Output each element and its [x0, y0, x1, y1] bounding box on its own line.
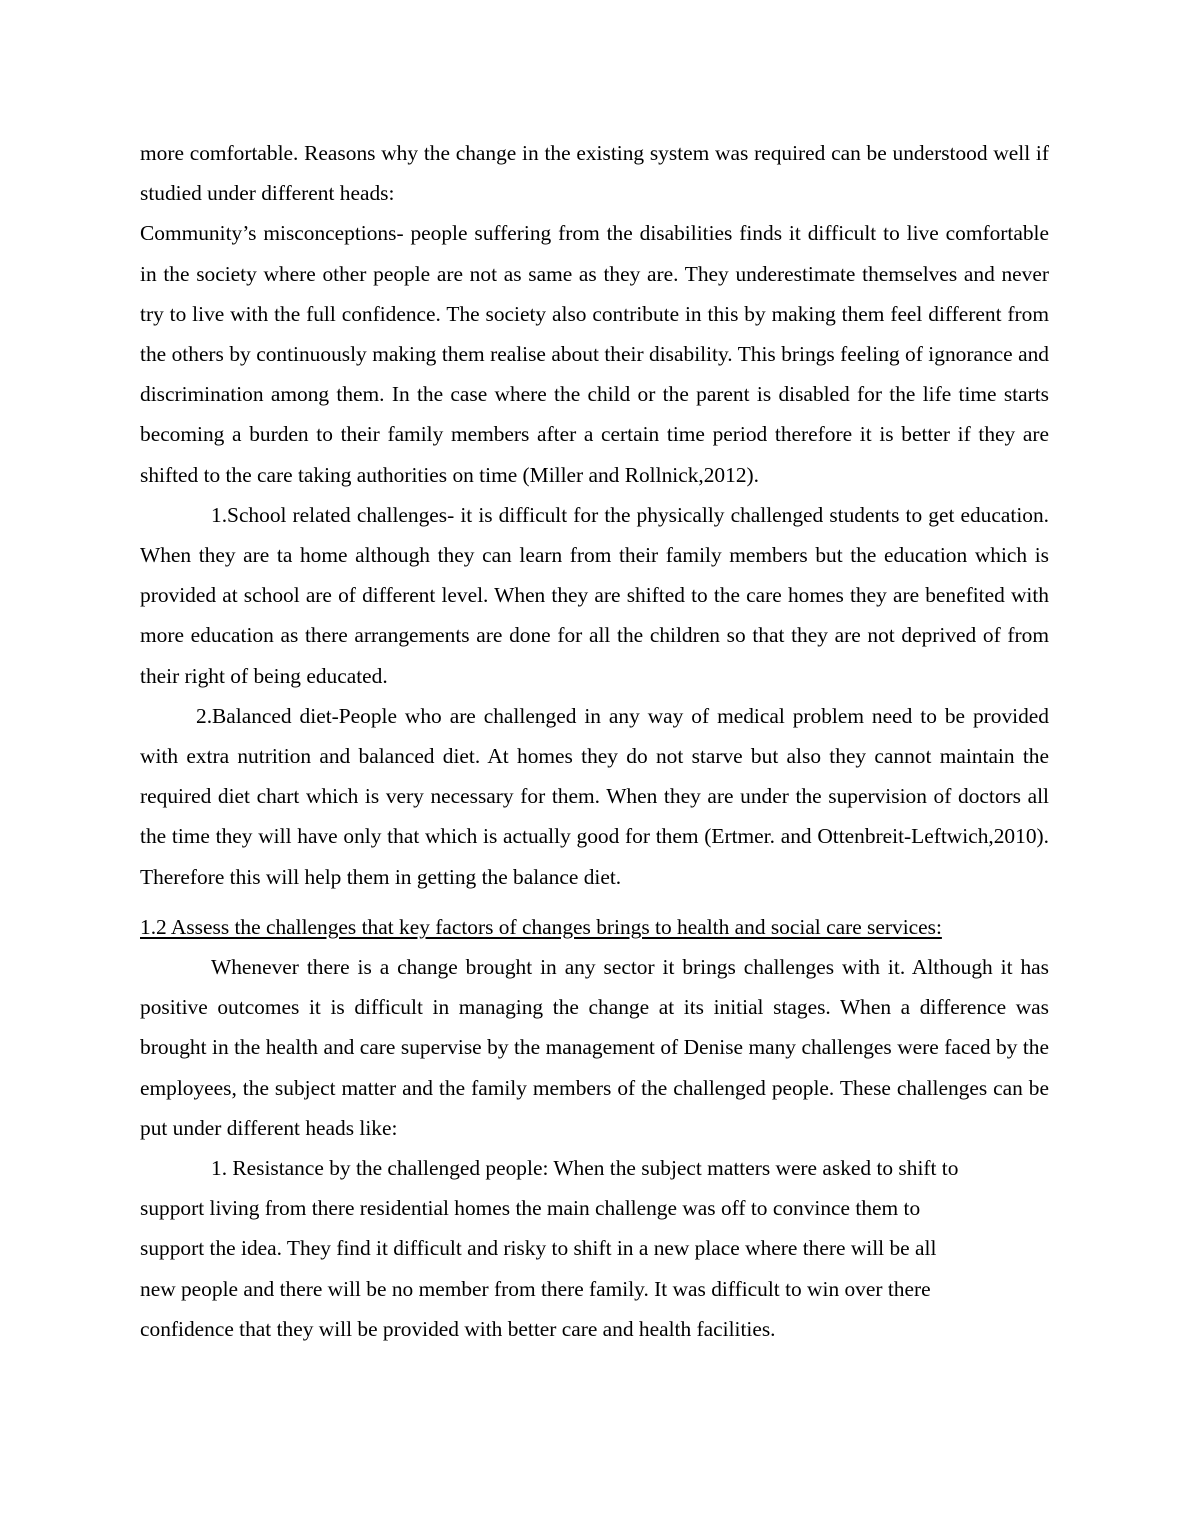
- section-heading: 1.2 Assess the challenges that key factors of changes brings to health and social care services:: [140, 914, 942, 939]
- paragraph-change-challenges: Whenever there is a change brought in any sector it brings challenges with it. Although it has positive outcomes it is difficult in managing the change at its initial stages. When a difference was brought in the health and care supervise by the management of Denise many challenges were faced by the employees, the subject matter and the family members of the challenged people. These challenges can be put under different heads like:: [140, 955, 1049, 1140]
- paragraph-school-challenges: 1.School related challenges- it is difficult for the physically challenged students to get education. When they are ta home although they can learn from their family members but the education which is provided at school are of different level. When they are shifted to the care homes they are benefited with more education as there arrangements are done for all the children so that they are not deprived of from their right of being educated.: [140, 502, 1049, 688]
- resistance-line: confidence that they will be provided with better care and health facilities.: [140, 1316, 776, 1341]
- resistance-line: 1. Resistance by the challenged people: When the subject matters were asked to shift to: [211, 1156, 959, 1181]
- resistance-line: new people and there will be no member from there family. It was difficult to win over there: [140, 1276, 931, 1301]
- resistance-line: support living from there residential homes the main challenge was off to convince them to: [140, 1196, 921, 1221]
- paragraph-community-misconceptions: Community’s misconceptions- people suffering from the disabilities finds it difficult to live comfortable in the society where other people are not as same as they are. They underestimate themselves and never try to live with the full confidence. The society also contribute in this by making them feel different from the others by continuously making them realise about their disability. This brings feeling of ignorance and discrimination among them. In the case where the child or the parent is disabled for the life time starts becoming a burden to their family members after a certain time period therefore it is better if they are shifted to the care taking authorities on time (Miller and Rollnick,2012).: [140, 221, 1049, 487]
- resistance-line: support the idea. They find it difficult and risky to shift in a new place where there will be all: [140, 1236, 937, 1261]
- paragraph-intro: more comfortable. Reasons why the change in the existing system was required can be understood well if studied under different heads:: [140, 141, 1049, 206]
- document-page: [140, 133, 1049, 1349]
- paragraph-balanced-diet: 2.Balanced diet-People who are challenged in any way of medical problem need to be provided with extra nutrition and balanced diet. At homes they do not starve but also they cannot maintain the required diet chart which is very necessary for them. When they are under the supervision of doctors all the time they will have only that which is actually good for them (Ertmer. and Ottenbreit-Leftwich,2010). Therefore this will help them in getting the balance diet.: [140, 703, 1049, 889]
- paragraph-resistance: [140, 1148, 1049, 1349]
